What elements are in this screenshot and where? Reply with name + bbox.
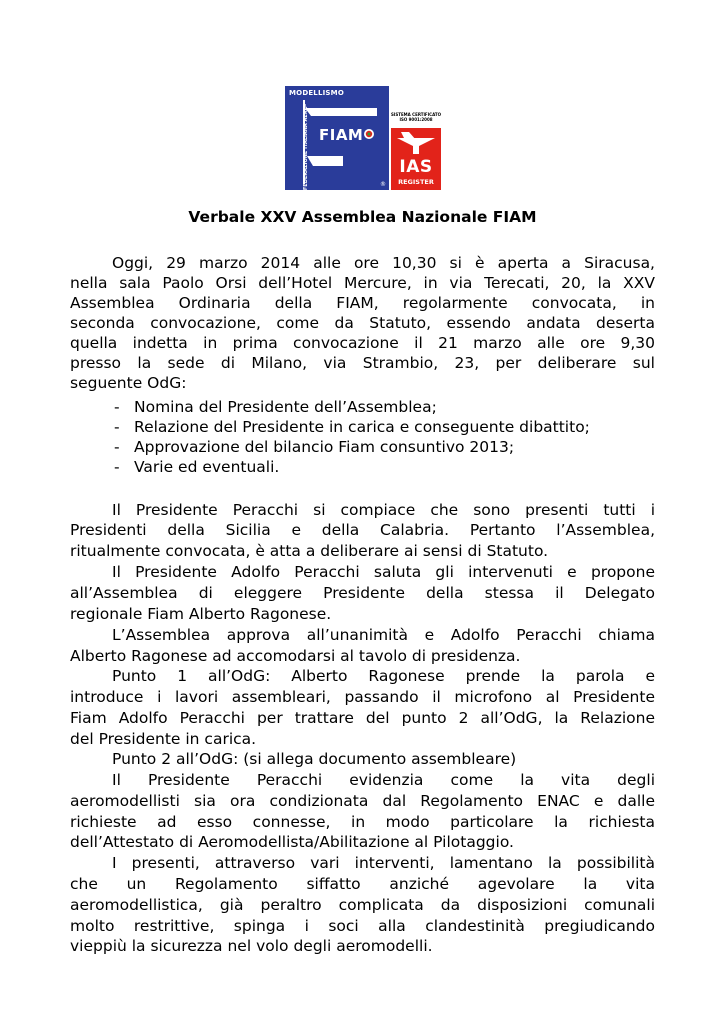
paragraph-line: introduce i lavori assembleari, passando il microfono al Presidente <box>70 688 655 706</box>
paragraph-line: L’Assemblea approva all’unanimità e Adolfo Peracchi chiama <box>112 626 655 644</box>
paragraph-line: quella indetta in prima convocazione il 21 marzo alle ore 9,30 <box>70 334 655 352</box>
agenda-item <box>114 457 654 477</box>
agenda-item <box>114 397 654 417</box>
bullet-marker: - <box>114 458 120 476</box>
fiam-logo-name: FIAM <box>319 126 364 144</box>
paragraph-line: seconda convocazione, come da Statuto, essendo andata deserta <box>70 314 655 332</box>
paragraph-line: del Presidente in carica. <box>70 730 257 748</box>
paragraph-line: nella sala Paolo Orsi dell’Hotel Mercure, in via Terecati, 20, la XXV <box>70 274 655 292</box>
paragraph-line: dell’Attestato di Aeromodellista/Abilitazione al Pilotaggio. <box>70 833 514 851</box>
paragraph-line: Assemblea Ordinaria della FIAM, regolarmente convocata, in <box>70 294 655 312</box>
paragraph-line: Il Presidente Peracchi evidenzia come la vita degli <box>112 771 655 789</box>
paragraph-line: Il Presidente Peracchi si compiace che sono presenti tutti i <box>112 501 655 519</box>
agenda-item <box>114 437 654 457</box>
paragraph-line: ritualmente convocata, è atta a deliberare ai sensi di Statuto. <box>70 542 549 560</box>
agenda-item <box>114 417 654 437</box>
ias-red-box <box>391 128 441 190</box>
paragraph-line: regionale Fiam Alberto Ragonese. <box>70 605 332 623</box>
ias-register-logo <box>390 112 442 190</box>
paragraph-line: aeromodellisti sia ora condizionata dal Regolamento ENAC e dalle <box>70 792 655 810</box>
bullet-marker: - <box>114 398 120 416</box>
paragraph-line: Fiam Adolfo Peracchi per trattare del punto 2 all’OdG, la Relazione <box>70 709 655 727</box>
paragraph-line: richieste ad esso connesse, in modo particolare la richiesta <box>70 813 655 831</box>
paragraph-line: Oggi, 29 marzo 2014 alle ore 10,30 si è aperta a Siracusa, <box>112 254 655 272</box>
paragraph-line: Presidenti della Sicilia e della Calabria. Pertanto l’Assemblea, <box>70 521 655 539</box>
paragraph-line: presso la sede di Milano, via Strambio, 23, per deliberare sul <box>70 354 655 372</box>
paragraph-line: Il Presidente Adolfo Peracchi saluta gli intervenuti e propone <box>112 563 655 581</box>
paragraph-line: molto restrittive, spinga i soci alla clandestinità pregiudicando <box>70 917 655 935</box>
agenda-item-text: Nomina del Presidente dell’Assemblea; <box>134 398 437 416</box>
fiam-registered-mark: ® <box>380 181 386 188</box>
paragraph-line: Punto 2 all’OdG: (si allega documento assembleare) <box>112 750 517 768</box>
ias-cert-text <box>390 112 442 122</box>
fiam-logo-vertical-text: FEDERAZIONE ITALIANA AERO- <box>303 103 309 191</box>
paragraph-line: Punto 1 all’OdG: Alberto Ragonese prende la parola e <box>112 667 655 685</box>
paragraph-line: aeromodellistica, già peraltro complicata da disposizioni comunali <box>70 896 655 914</box>
paragraph-line: I presenti, attraverso vari interventi, lamentano la possibilità <box>112 854 655 872</box>
paragraph-line: Alberto Ragonese ad accomodarsi al tavolo di presidenza. <box>70 647 521 665</box>
ias-cert-line1: SISTEMA CERTIFICATO <box>390 112 442 117</box>
fiam-logo <box>285 86 389 190</box>
ias-logo-register: REGISTER <box>398 178 434 186</box>
fiam-logo-top-text: MODELLISMO <box>289 89 344 97</box>
paragraph-line: che un Regolamento siffatto anziché agevolare la vita <box>70 875 655 893</box>
agenda-item-text: Relazione del Presidente in carica e conseguente dibattito; <box>134 418 590 436</box>
agenda-item-text: Varie ed eventuali. <box>134 458 280 476</box>
bullet-marker: - <box>114 418 120 436</box>
paragraph-line: vieppiù la sicurezza nel volo degli aeromodelli. <box>70 937 433 955</box>
agenda-item-text: Approvazione del bilancio Fiam consuntivo 2013; <box>134 438 515 456</box>
bullet-marker: - <box>114 438 120 456</box>
ias-cert-line2: ISO 9001:2008 <box>399 117 433 122</box>
paragraph-line: all’Assemblea di eleggere Presidente della stessa il Delegato <box>70 584 655 602</box>
paragraph-line: seguente OdG: <box>70 374 187 392</box>
ias-logo-name: IAS <box>399 157 433 177</box>
document-title: Verbale XXV Assemblea Nazionale FIAM <box>188 208 537 226</box>
